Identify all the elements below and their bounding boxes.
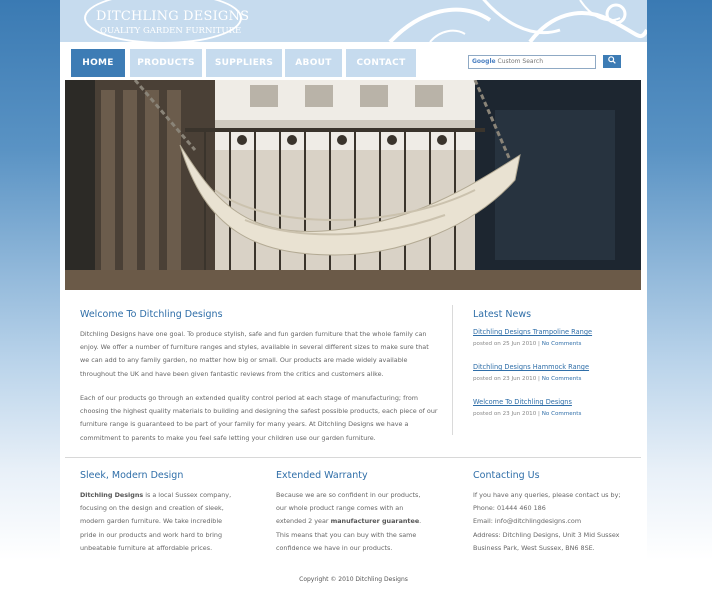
google-logo: Google (472, 58, 496, 65)
hammock-photo (65, 80, 641, 290)
hero-image (65, 80, 641, 290)
nav-tab-products[interactable]: PRODUCTS (130, 49, 202, 77)
search-icon (608, 56, 616, 64)
sleek-body: is a local Sussex company, focusing on the design and creation of sleek, modern garden furniture. We take incredible pride in our products and work hard to bring unbeatable furniture at affordable prices. (80, 491, 232, 552)
contact-title: Contacting Us (473, 470, 540, 481)
nav-tab-about[interactable]: ABOUT (285, 49, 342, 77)
logo-title[interactable]: DITCHLING DESIGNS (96, 9, 250, 24)
search-input[interactable] (468, 55, 596, 69)
sleek-text (80, 489, 238, 555)
welcome-title: Welcome To Ditchling Designs (80, 309, 223, 320)
warranty-body-1: Because we are so confident in our products, our whole product range comes with an extended 2 year (276, 491, 421, 526)
warranty-text (276, 489, 432, 555)
nav-tab-contact[interactable]: CONTACT (346, 49, 416, 77)
footer-copyright: Copyright © 2010 Ditchling Designs (299, 576, 408, 583)
sleek-title: Sleek, Modern Design (80, 470, 184, 481)
news-meta (473, 341, 623, 347)
news-item (473, 363, 623, 382)
contact-address-2: Business Park, West Sussex, BN6 8SE. (473, 543, 595, 552)
contact-email[interactable]: Email: info@ditchlingdesigns.com (473, 517, 582, 526)
nav-tab-home[interactable]: HOME (71, 49, 125, 77)
page (60, 0, 647, 598)
news-date: posted on 23 Jun 2010 | (473, 411, 542, 417)
news-date: posted on 23 Jun 2010 | (473, 376, 542, 382)
news-link[interactable]: Ditchling Designs Hammock Range (473, 363, 590, 371)
news-comments-link[interactable]: No Comments (541, 376, 582, 382)
news-item (473, 328, 623, 347)
sleek-bold: Ditchling Designs (80, 491, 144, 499)
news-comments-link[interactable]: No Comments (541, 411, 582, 417)
nav-tab-suppliers[interactable]: SUPPLIERS (206, 49, 282, 77)
warranty-body-2: . This means that you can buy with the same confidence we have in our products. (276, 517, 422, 552)
horizontal-divider (65, 457, 641, 458)
welcome-paragraph-2: Each of our products go through an extended quality control period at each stage of manufacturing; from choosing the highest quality materials to building and designing the safest possible products, each piece of our furniture range is guaranteed to be part of your family for many years. At Ditchling Designs we have a commitment to parents to make you feel safe letting your children use our garden furniture. (80, 394, 438, 442)
news-item (473, 398, 623, 417)
news-link[interactable]: Ditchling Designs Trampoline Range (473, 328, 593, 336)
news-date: posted on 25 Jun 2010 | (473, 341, 542, 347)
warranty-bold: manufacturer guarantee (330, 517, 420, 526)
news-link[interactable]: Welcome To Ditchling Designs (473, 398, 572, 406)
search-placeholder: Custom Search (497, 58, 544, 65)
news-meta (473, 376, 623, 382)
news-meta (473, 411, 623, 417)
contact-text (473, 489, 643, 555)
warranty-title: Extended Warranty (276, 470, 368, 481)
contact-address: Address: Ditchling Designs, Unit 3 Mid Sussex (473, 530, 620, 539)
search-button[interactable] (603, 55, 621, 68)
vertical-divider (452, 305, 453, 435)
contact-phone: Phone: 01444 460 186 (473, 504, 546, 513)
site-header (60, 0, 647, 42)
news-comments-link[interactable]: No Comments (541, 341, 582, 347)
contact-line: If you have any queries, please contact us by; (473, 491, 621, 499)
news-title: Latest News (473, 309, 532, 320)
welcome-paragraph-1: Ditchling Designs have one goal. To produce stylish, safe and fun garden furniture that the whole family can enjoy. We offer a number of furniture ranges and styles, available in several different sizes to make sure that we can add to any family garden, no matter how big or small. Our products are made widely available throughout the UK and have been given fantastic reviews from the critics and customers alike. (80, 330, 429, 378)
main-nav (60, 42, 647, 80)
logo-subtitle: QUALITY GARDEN FURNITURE (100, 26, 242, 36)
